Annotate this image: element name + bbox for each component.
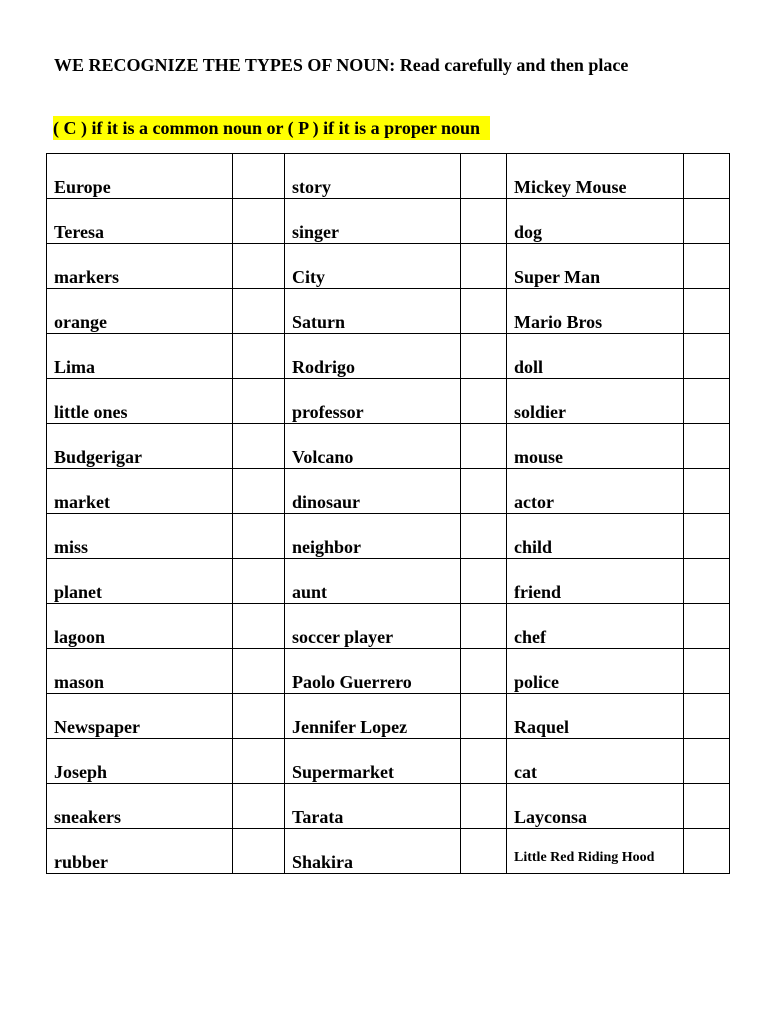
noun-word: Newspaper	[54, 717, 140, 737]
table-row	[47, 334, 730, 379]
noun-word: Mario Bros	[514, 312, 603, 332]
noun-word: Layconsa	[514, 807, 588, 827]
answer-box[interactable]	[233, 649, 285, 694]
noun-word: Little Red Riding Hood	[514, 850, 655, 865]
answer-box[interactable]	[684, 829, 730, 874]
answer-box[interactable]	[461, 469, 507, 514]
noun-word: lagoon	[54, 627, 106, 647]
noun-word: chef	[514, 627, 546, 647]
answer-box[interactable]	[233, 244, 285, 289]
noun-word: professor	[292, 402, 364, 422]
noun-cell	[47, 244, 233, 289]
table-row	[47, 469, 730, 514]
noun-word: orange	[54, 312, 107, 332]
noun-word: soccer player	[292, 627, 394, 647]
answer-box[interactable]	[233, 199, 285, 244]
noun-cell	[285, 514, 461, 559]
noun-cell	[47, 739, 233, 784]
noun-cell	[47, 784, 233, 829]
noun-cell	[285, 649, 461, 694]
table-row	[47, 154, 730, 199]
noun-cell	[285, 289, 461, 334]
noun-word: Joseph	[54, 762, 108, 782]
noun-cell	[285, 334, 461, 379]
answer-box[interactable]	[461, 739, 507, 784]
noun-cell	[507, 154, 684, 199]
noun-cell	[285, 244, 461, 289]
noun-word: miss	[54, 537, 89, 557]
answer-box[interactable]	[233, 154, 285, 199]
noun-cell	[507, 334, 684, 379]
noun-word: child	[514, 537, 553, 557]
answer-box[interactable]	[684, 559, 730, 604]
noun-cell	[285, 604, 461, 649]
noun-cell	[285, 424, 461, 469]
answer-box[interactable]	[684, 424, 730, 469]
answer-box[interactable]	[461, 604, 507, 649]
noun-word: Mickey Mouse	[514, 177, 627, 197]
noun-word: Lima	[54, 357, 96, 377]
noun-word: actor	[514, 492, 554, 512]
noun-word: City	[292, 267, 325, 287]
answer-box[interactable]	[461, 784, 507, 829]
noun-word: dog	[514, 222, 543, 242]
noun-cell	[285, 829, 461, 874]
noun-word: aunt	[292, 582, 328, 602]
noun-word: Supermarket	[292, 762, 394, 782]
noun-cell	[47, 604, 233, 649]
noun-word: planet	[54, 582, 103, 602]
answer-box[interactable]	[461, 379, 507, 424]
table-row	[47, 424, 730, 469]
table-row	[47, 739, 730, 784]
noun-word: Super Man	[514, 267, 601, 287]
answer-box[interactable]	[233, 784, 285, 829]
noun-word: Saturn	[292, 312, 346, 332]
noun-word: Teresa	[54, 222, 105, 242]
answer-box[interactable]	[233, 559, 285, 604]
noun-word: Shakira	[292, 852, 354, 872]
noun-word: neighbor	[292, 537, 362, 557]
table-row	[47, 694, 730, 739]
noun-word: markers	[54, 267, 119, 287]
table-row	[47, 559, 730, 604]
noun-cell	[47, 829, 233, 874]
noun-cell	[47, 424, 233, 469]
answer-box[interactable]	[684, 154, 730, 199]
noun-word: story	[292, 177, 331, 197]
table-row	[47, 784, 730, 829]
answer-box[interactable]	[233, 379, 285, 424]
noun-cell	[47, 694, 233, 739]
table-row	[47, 379, 730, 424]
noun-word: mason	[54, 672, 105, 692]
noun-word: sneakers	[54, 807, 121, 827]
noun-cell	[507, 739, 684, 784]
noun-word: friend	[514, 582, 561, 602]
answer-box[interactable]	[233, 604, 285, 649]
noun-cell	[47, 154, 233, 199]
noun-cell	[47, 379, 233, 424]
answer-box[interactable]	[233, 739, 285, 784]
answer-box[interactable]	[684, 469, 730, 514]
noun-word: Paolo Guerrero	[292, 672, 412, 692]
noun-word: doll	[514, 357, 544, 377]
answer-box[interactable]	[233, 514, 285, 559]
answer-box[interactable]	[461, 514, 507, 559]
noun-cell	[507, 424, 684, 469]
table-row	[47, 649, 730, 694]
noun-cell	[47, 649, 233, 694]
noun-cell	[507, 559, 684, 604]
table-row	[47, 514, 730, 559]
worksheet-heading: WE RECOGNIZE THE TYPES OF NOUN:	[54, 55, 396, 75]
noun-cell	[285, 379, 461, 424]
noun-word: singer	[292, 222, 339, 242]
answer-box[interactable]	[461, 424, 507, 469]
answer-box[interactable]	[233, 289, 285, 334]
answer-box[interactable]	[233, 424, 285, 469]
noun-cell	[47, 514, 233, 559]
answer-box[interactable]	[684, 604, 730, 649]
answer-box[interactable]	[684, 244, 730, 289]
noun-word: Volcano	[292, 447, 354, 467]
answer-box[interactable]	[233, 829, 285, 874]
noun-cell	[47, 469, 233, 514]
noun-word: market	[54, 492, 110, 512]
noun-cell	[47, 199, 233, 244]
table-row	[47, 199, 730, 244]
instruction-highlight: ( C ) if it is a common noun or ( P ) if it is a proper noun	[53, 116, 490, 140]
noun-cell	[507, 244, 684, 289]
table-row	[47, 829, 730, 874]
noun-cell	[285, 469, 461, 514]
answer-box[interactable]	[461, 244, 507, 289]
noun-cell	[507, 199, 684, 244]
noun-word: soldier	[514, 402, 566, 422]
noun-cell	[285, 784, 461, 829]
noun-word: police	[514, 672, 559, 692]
table-row	[47, 604, 730, 649]
answer-box[interactable]	[684, 379, 730, 424]
answer-box[interactable]	[461, 334, 507, 379]
noun-word: Europe	[54, 177, 111, 197]
answer-box[interactable]	[684, 334, 730, 379]
answer-box[interactable]	[233, 334, 285, 379]
answer-box[interactable]	[461, 289, 507, 334]
noun-table	[46, 153, 730, 874]
noun-cell	[285, 694, 461, 739]
answer-box[interactable]	[684, 649, 730, 694]
answer-box[interactable]	[461, 199, 507, 244]
noun-cell	[507, 469, 684, 514]
answer-box[interactable]	[461, 694, 507, 739]
noun-cell	[507, 829, 684, 874]
noun-word: Budgerigar	[54, 447, 142, 467]
noun-cell	[507, 289, 684, 334]
answer-box[interactable]	[684, 694, 730, 739]
table-row	[47, 244, 730, 289]
noun-cell	[507, 604, 684, 649]
worksheet-title	[54, 52, 634, 78]
noun-cell	[47, 289, 233, 334]
noun-cell	[507, 649, 684, 694]
answer-box[interactable]	[684, 514, 730, 559]
noun-cell	[47, 559, 233, 604]
table-row	[47, 289, 730, 334]
noun-cell	[285, 199, 461, 244]
noun-cell	[507, 514, 684, 559]
answer-box[interactable]	[461, 559, 507, 604]
noun-table-body	[47, 154, 730, 874]
answer-box[interactable]	[684, 739, 730, 784]
noun-cell	[507, 784, 684, 829]
noun-cell	[507, 694, 684, 739]
noun-word: little ones	[54, 402, 128, 422]
answer-box[interactable]	[233, 694, 285, 739]
answer-box[interactable]	[684, 199, 730, 244]
noun-word: Rodrigo	[292, 357, 355, 377]
noun-cell	[47, 334, 233, 379]
answer-box[interactable]	[461, 649, 507, 694]
answer-box[interactable]	[684, 289, 730, 334]
noun-word: Tarata	[292, 807, 344, 827]
noun-cell	[285, 154, 461, 199]
noun-word: Jennifer Lopez	[292, 717, 408, 737]
worksheet-heading-rest: Read carefully and then place	[399, 55, 629, 75]
noun-cell	[285, 559, 461, 604]
noun-cell	[285, 739, 461, 784]
answer-box[interactable]	[684, 784, 730, 829]
noun-word: rubber	[54, 852, 108, 872]
answer-box[interactable]	[461, 829, 507, 874]
answer-box[interactable]	[233, 469, 285, 514]
noun-word: cat	[514, 762, 537, 782]
noun-cell	[507, 379, 684, 424]
noun-word: Raquel	[514, 717, 570, 737]
noun-word: dinosaur	[292, 492, 361, 512]
answer-box[interactable]	[461, 154, 507, 199]
noun-word: mouse	[514, 447, 563, 467]
